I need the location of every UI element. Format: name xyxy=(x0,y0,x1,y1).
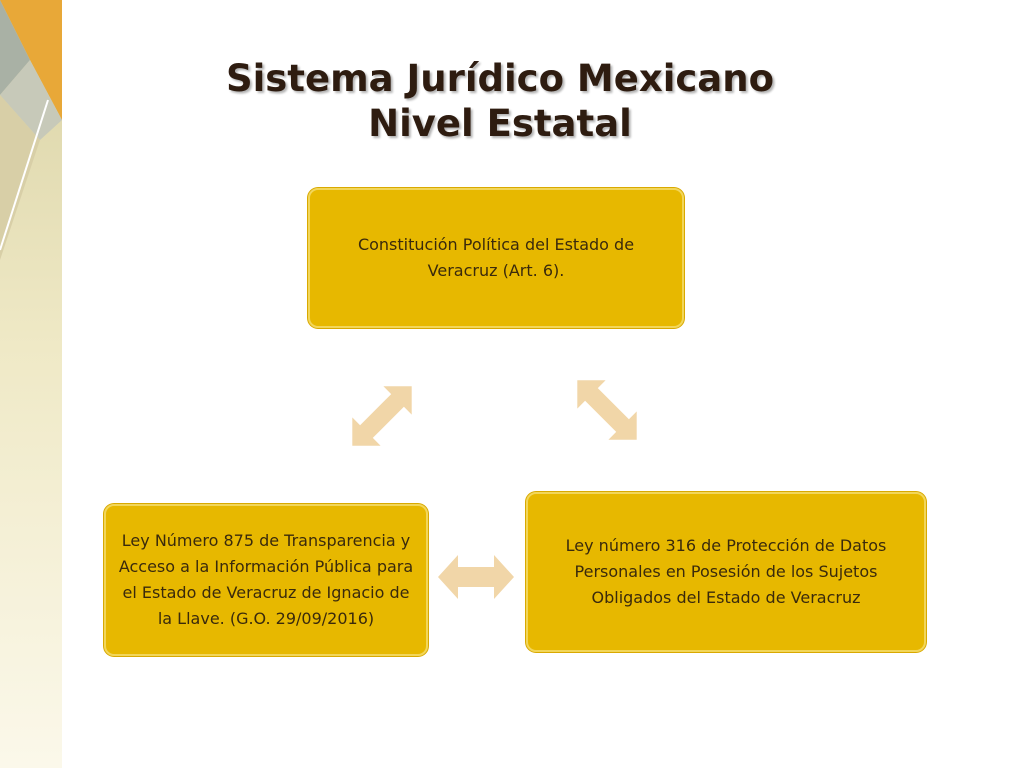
node-constitucion-veracruz xyxy=(308,188,684,328)
node-left-text: Ley Número 875 de Transparencia y Acceso a la Información Pública para el Estado de Veracruz de Ignacio de la Llave. (G.O. 29/09/2016) xyxy=(118,531,414,628)
slide-title xyxy=(150,56,850,146)
double-arrow-top-left xyxy=(338,372,426,460)
title-line-1: Sistema Jurídico Mexicano xyxy=(225,57,775,100)
node-top-text: Constitución Política del Estado de Veracruz (Art. 6). xyxy=(357,235,635,280)
side-decoration xyxy=(0,0,62,768)
double-arrow-bottom xyxy=(438,555,514,599)
title-line-2: Nivel Estatal xyxy=(368,102,632,145)
node-ley-316-proteccion-datos xyxy=(526,492,926,652)
node-right-text: Ley número 316 de Protección de Datos Personales en Posesión de los Sujetos Obligados del Estado de Veracruz xyxy=(565,536,887,607)
double-arrow-top-right xyxy=(563,366,651,454)
node-ley-875-transparencia xyxy=(104,504,428,656)
